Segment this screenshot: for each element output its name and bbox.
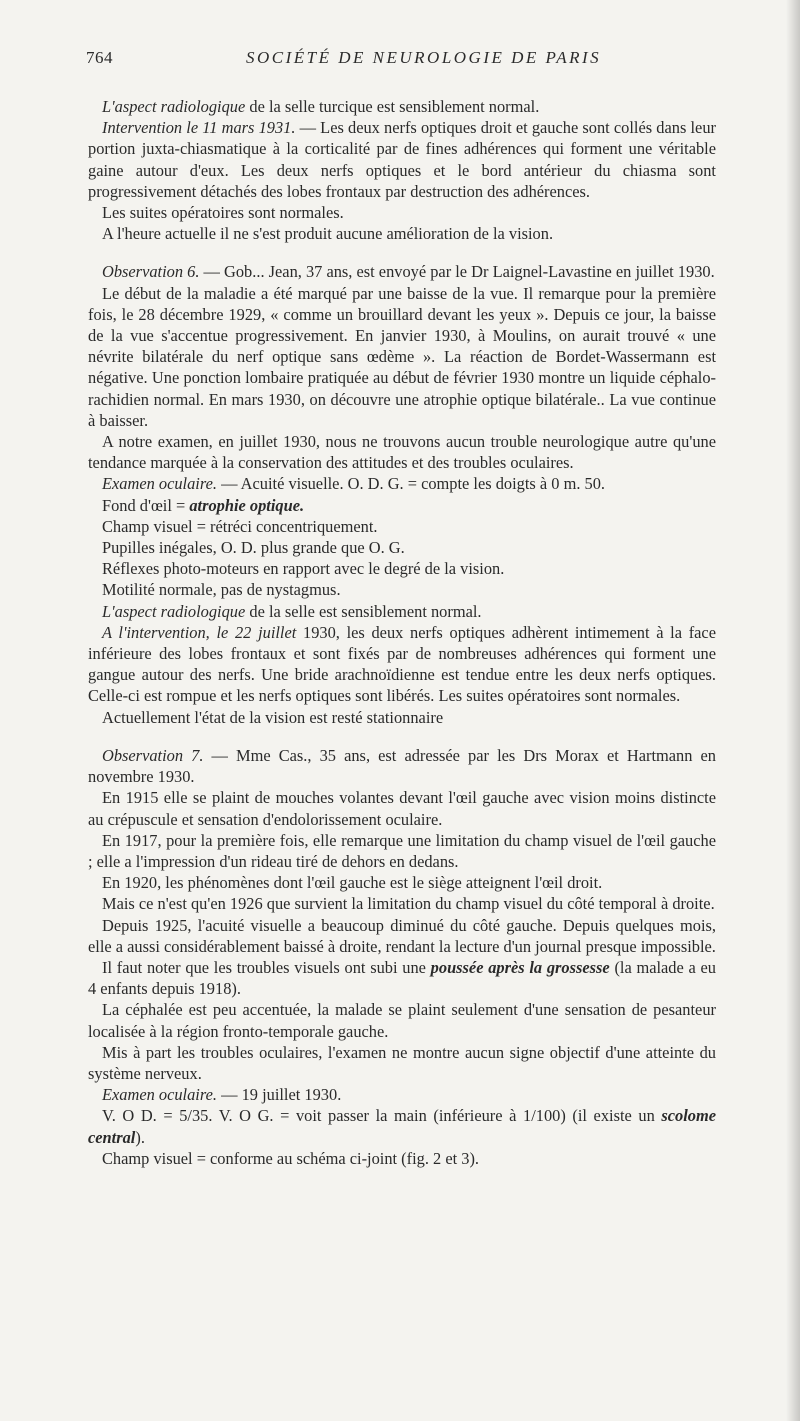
paragraph [88,223,716,244]
paragraph-emphasis: scolome central [88,1106,716,1147]
paragraph-text: Il faut noter que les troubles visuels ont subi une [102,957,431,977]
paragraph [88,707,716,728]
page-header [86,48,726,78]
paragraph-text: A l'heure actuelle il ne s'est produit aucune amélioration de la vision. [102,224,554,244]
paragraph-lead: Intervention le 11 mars 1931. [102,118,296,138]
paragraph [88,579,716,600]
paragraph-text: En 1917, pour la première fois, elle remarque une limitation du champ visuel de l'œil gauche ; elle a l'impression d'un rideau tiré de dehors en dedans. [88,830,716,871]
paragraph-lead: L'aspect radiologique [102,601,246,621]
paragraph-text: Les suites opératoires sont normales. [102,203,344,223]
paragraph [88,117,716,202]
paragraph-text-tail: (la malade a eu 4 enfants depuis 1918). [88,957,716,999]
paragraph [88,999,716,1041]
paragraph-text: V. O D. = 5/35. V. O G. = voit passer la main (inférieure à 1/100) (il existe un [102,1106,662,1126]
paragraph [88,872,716,893]
paragraph [88,601,716,622]
paragraph-text: Depuis 1925, l'acuité visuelle a beaucoup diminué du côté gauche. Depuis quelques mois, elle a aussi considérablement baissé à droite, rendant la lecture d'un journal presque impossible. [88,915,716,956]
paragraph-text: Motilité normale, pas de nystagmus. [102,580,341,600]
section-gap [88,728,716,745]
paragraph-text: Fond d'œil = [102,495,190,515]
paragraph-text: de la selle est sensiblement normal. [245,601,482,621]
paragraph [88,261,716,282]
body-text [88,96,716,1169]
paragraph [88,957,716,999]
paragraph [88,558,716,579]
paragraph-emphasis: poussée après la grossesse [430,957,610,977]
paragraph-text: En 1920, les phénomènes dont l'œil gauche est le siège atteignent l'œil droit. [102,873,603,893]
paragraph [88,537,716,558]
paragraph-text: — Gob... Jean, 37 ans, est envoyé par le Dr Laignel-Lavastine en juillet 1930. [199,262,715,282]
paragraph [88,622,716,707]
paragraph-text: Actuellement l'état de la vision est resté stationnaire [102,707,444,727]
paragraph-text: de la selle turcique est sensiblement normal. [245,97,540,116]
paragraph-lead: Observation 6. [102,262,200,282]
paragraph [88,1148,716,1169]
paragraph-lead: L'aspect radiologique [102,97,246,116]
paragraph [88,1105,716,1147]
paragraph-text: 1930, les deux nerfs optiques adhèrent intimement à la face inférieure des lobes frontaux et sont fixés par de nombreuses adhérences qui forment une gangue autour des nerfs. Une bride arachnoïdienne est tendue entre les deux nerfs optiques. Celle-ci est rompue et les nerfs optiques sont libérés. Les suites opératoires sont normales. [88,622,716,706]
paragraph-text: En 1915 elle se plaint de mouches volantes devant l'œil gauche avec vision moins distincte au crépuscule et sensation d'endolorissement oculaire. [88,788,716,829]
paragraph-text: Pupilles inégales, O. D. plus grande que O. G. [102,538,405,558]
paragraph-text: Le début de la maladie a été marqué par une baisse de la vue. Il remarque pour la première fois, le 28 décembre 1929, « comme un brouillard devant les yeux ». Depuis ce jour, la baisse de la vue s'accentue progressivement. En janvier 1930, à Moulins, on aurait trouvé « une névrite bilatérale du nerf optique sans œdème ». La réaction de Bordet-Wassermann est négative. Une ponction lombaire pratiquée au début de février 1930 montre un liquide céphalo-rachidien normal. En mars 1930, on découvre une atrophie optique bilatérale.. La vue continue à baisser. [88,283,716,430]
paragraph [88,202,716,223]
paragraph-text: Mais ce n'est qu'en 1926 que survient la limitation du champ visuel du côté temporal à droite. [102,894,715,914]
paragraph-lead: Examen oculaire. [102,1085,217,1105]
paragraph-text: — Mme Cas., 35 ans, est adressée par les Drs Morax et Hartmann en novembre 1930. [88,745,716,787]
paragraph [88,495,716,516]
paragraph [88,745,716,787]
running-title: SOCIÉTÉ DE NEUROLOGIE DE PARIS [246,48,602,67]
paragraph-text: La céphalée est peu accentuée, la malade se plaint seulement d'une sensation de pesanteur localisée à la région fronto-temporale gauche. [88,1000,716,1041]
paragraph-text: Mis à part les troubles oculaires, l'examen ne montre aucun signe objectif d'une atteinte du système nerveux. [88,1042,716,1083]
paragraph-text: — 19 juillet 1930. [217,1085,342,1105]
paragraph [88,915,716,957]
paragraph-text: — Les deux nerfs optiques droit et gauche sont collés dans leur portion juxta-chiasmatique à la corticalité par de fines adhérences qui forment une véritable gaine autour d'eux. Les deux nerfs optiques et le bord antérieur du chiasma sont progressivement détachés des lobes frontaux par destruction des adhérences. [88,118,716,201]
paragraph-lead: Examen oculaire. [102,474,217,494]
paragraph-emphasis: atrophie optique. [189,495,305,515]
paragraph-text-tail: ). [135,1127,145,1147]
paragraph-text: A notre examen, en juillet 1930, nous ne trouvons aucun trouble neurologique autre qu'une tendance marquée à la conservation des attitudes et des troubles oculaires. [88,432,716,473]
paragraph [88,283,716,431]
paragraph-text: Champ visuel = conforme au schéma ci-joint (fig. 2 et 3). [102,1148,480,1168]
paragraph [88,96,716,117]
page-number: 764 [86,48,113,67]
paragraph [88,431,716,473]
paragraph [88,1042,716,1084]
paragraph-lead: Observation 7. [102,745,204,765]
paragraph [88,830,716,872]
paragraph [88,1084,716,1105]
section-gap [88,244,716,261]
paragraph-lead: A l'intervention, le 22 juillet [102,622,297,642]
paragraph-text: Champ visuel = rétréci concentriquement. [102,516,378,536]
paragraph [88,787,716,829]
paragraph [88,516,716,537]
paragraph-text: Réflexes photo-moteurs en rapport avec le degré de la vision. [102,559,505,579]
paragraph [88,893,716,914]
paragraph [88,473,716,494]
paragraph-text: — Acuité visuelle. O. D. G. = compte les doigts à 0 m. 50. [217,474,605,494]
